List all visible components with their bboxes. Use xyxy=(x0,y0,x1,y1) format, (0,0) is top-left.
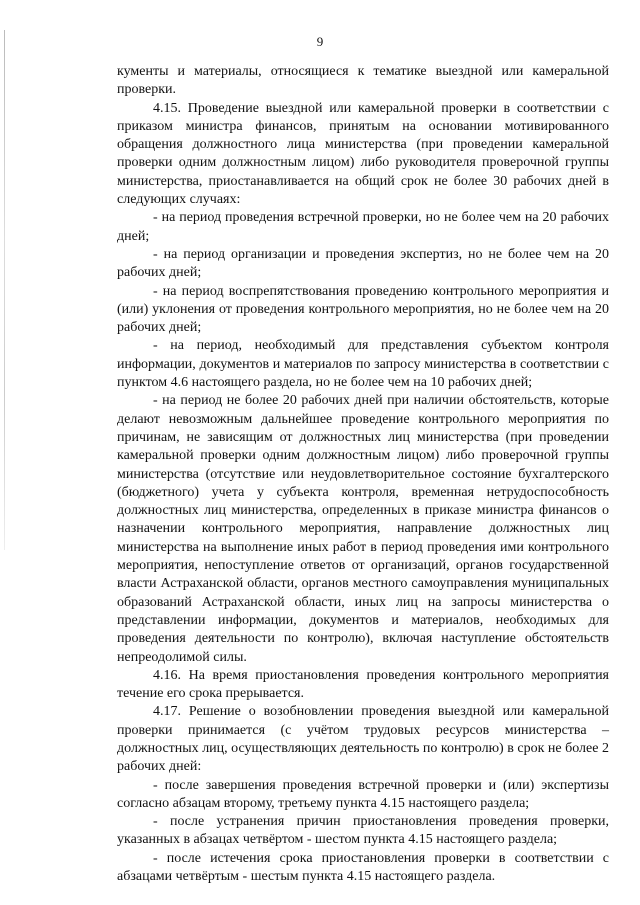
list-item-circumstances: - на период не более 20 рабочих дней при наличии обстоятельств, которые делают невозможным дальнейшее проведение контрольного мероприятия по причинам, не зависящим от должностных лиц министерства (при проведении камеральной проверки одним должностным лицом) либо проверочной группы министерства (отсутствие или неудовлетворительное состояние бухгалтерского (бюджетного) учета у субъекта контроля, временная нетрудоспособность должностных лиц министерства, определенных в приказе министра финансов о назначении контрольного мероприятия, направление должностных лиц министерства на выполнение иных работ в период проведения ими контрольного мероприятия, непоступление ответов от организаций, органов государственной власти Астраханской области, органов местного самоуправления муниципальных образований Астраханской области, иных лиц на запросы министерства о представлении информации, документов и материалов, необходимых для проведения деятельности по контролю), включая наступление обстоятельств непреодолимой силы. xyxy=(117,393,609,665)
list-item-after-expiry: - после истечения срока приостановления проверки в соответствии с абзацами четвёртым - шестым пункта 4.15 настоящего раздела. xyxy=(117,850,609,885)
list-item-after-completion: - после завершения проведения встречной проверки и (или) экспертизы согласно абзацам второму, третьему пункта 4.15 настоящего раздела; xyxy=(117,777,609,811)
list-item-expertise: - на период организации и проведения экспертиз, но не более чем на 20 рабочих дней; xyxy=(117,246,609,281)
list-item-counter-check: - на период проведения встречной проверки, но не более чем на 20 рабочих дней; xyxy=(117,210,609,244)
paragraph-continuation: кументы и материалы, относящиеся к тематике выездной или камеральной проверки. xyxy=(117,64,609,98)
page-number: 9 xyxy=(316,34,324,49)
scan-edge-shadow xyxy=(4,30,5,550)
document-body xyxy=(117,63,609,886)
paragraph-4-16: 4.16. На время приостановления проведения контрольного мероприятия течение его срока прерывается. xyxy=(117,667,609,702)
list-item-after-elimination: - после устранения причин приостановления проведения проверки, указанных в абзацах четвёртом - шестом пункта 4.15 настоящего раздела; xyxy=(117,814,609,848)
list-item-documents-request: - на период, необходимый для представления субъектом контроля информации, документов и материалов по запросу министерства в соответствии с пунктом 4.6 настоящего раздела, но не более чем на 10 рабочих дней; xyxy=(117,338,609,391)
paragraph-4-17: 4.17. Решение о возобновлении проведения выездной или камеральной проверки принимается (с учётом трудовых ресурсов министерства – должностных лиц, осуществляющих деятельность по контролю) в срок не более 2 рабочих дней: xyxy=(117,704,609,775)
paragraph-4-15: 4.15. Проведение выездной или камеральной проверки в соответствии с приказом министра финансов, принятым на основании мотивированного обращения должностного лица министерства (при проведении камеральной проверки одним должностным лицом) либо руководителя проверочной группы министерства, приостанавливается на общий срок не более 30 рабочих дней в следующих случаях: xyxy=(117,100,609,208)
list-item-obstruction: - на период воспрепятствования проведению контрольного мероприятия и (или) уклонения от проведения контрольного мероприятия, но не более чем на 20 рабочих дней; xyxy=(117,283,609,336)
